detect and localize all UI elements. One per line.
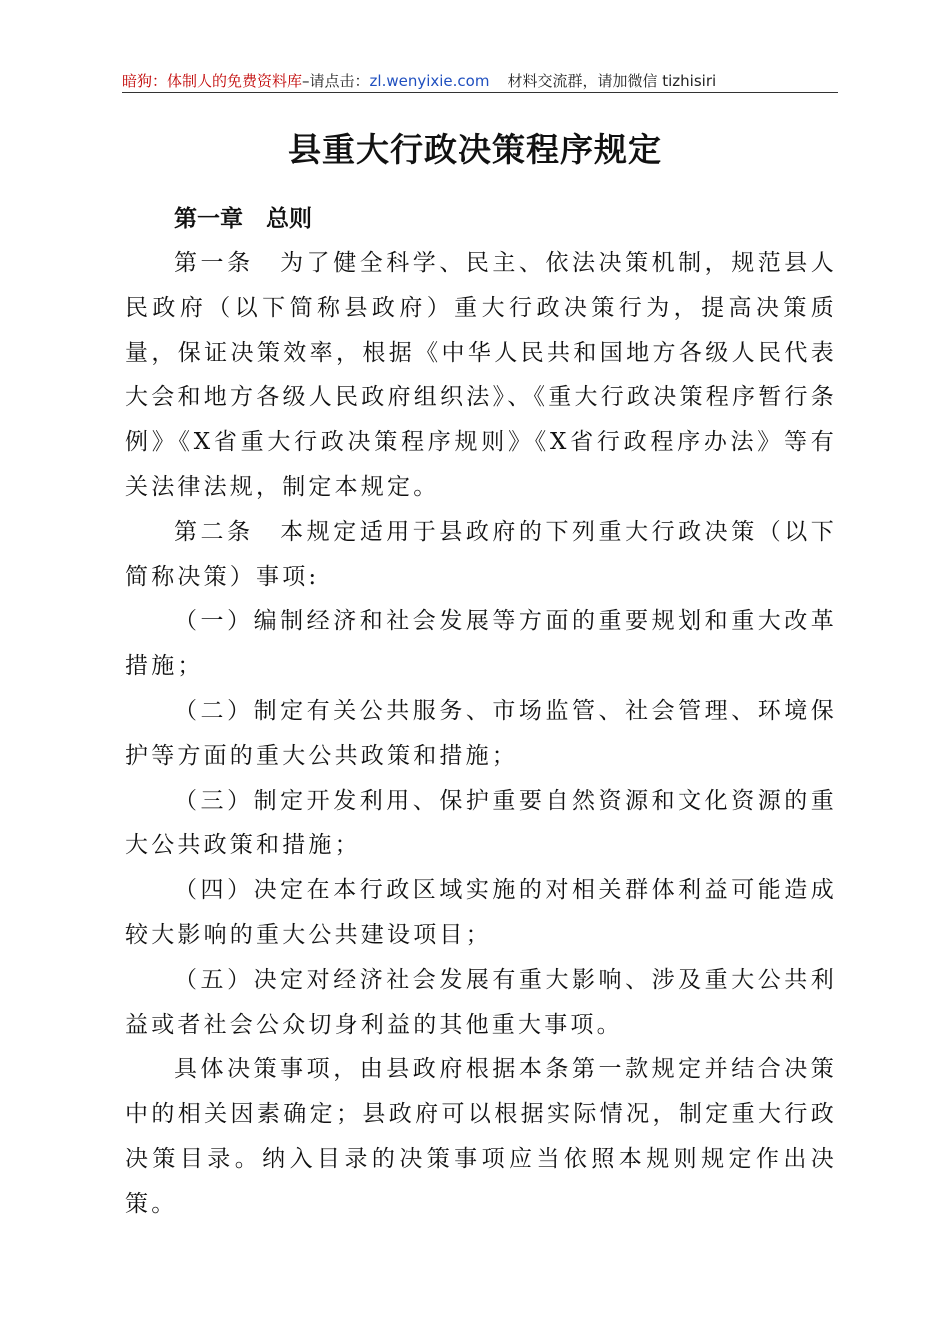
header-wechat-note: 材料交流群，请加微信 tizhisiri — [507, 72, 717, 90]
list-item-text: （二）制定有关公共服务、市场监管、社会管理、环境保护等方面的重大公共政策和措施； — [125, 697, 837, 769]
list-item-2 — [125, 689, 837, 779]
list-item-text: （三）制定开发利用、保护重要自然资源和文化资源的重大公共政策和措施； — [125, 787, 837, 859]
closing-paragraph — [125, 1047, 837, 1226]
chapter-heading: 第一章 总则 — [174, 206, 312, 232]
article-lead: 第一条 — [174, 250, 254, 276]
list-item-4 — [125, 868, 837, 958]
paragraph-text: 具体决策事项，由县政府根据本条第一款规定并结合决策中的相关因素确定；县政府可以根据实际情况，制定重大行政决策目录。纳入目录的决策事项应当依照本规则规定作出决策。 — [125, 1056, 837, 1217]
list-item-1 — [125, 599, 837, 689]
page-header — [122, 70, 838, 93]
header-link[interactable]: zl.wenyixie.com — [369, 72, 490, 90]
list-item-text: （一）编制经济和社会发展等方面的重要规划和重大改革措施； — [125, 608, 837, 680]
list-item-3 — [125, 779, 837, 869]
document-body — [125, 197, 837, 1227]
article-text: 本规定适用于县政府的下列重大行政决策（以下简称决策）事项: — [125, 518, 837, 590]
document-title: 县重大行政决策程序规定 — [288, 130, 662, 169]
list-item-text: （五）决定对经济社会发展有重大影响、涉及重大公共利益或者社会公众切身利益的其他重大事项。 — [125, 966, 837, 1038]
article-2 — [125, 510, 837, 600]
list-item-5 — [125, 958, 837, 1048]
header-site-name: 暗狗：体制人的免费资料库 — [122, 72, 303, 90]
article-lead: 第二条 — [174, 518, 254, 545]
list-item-text: （四）决定在本行政区域实施的对相关群体利益可能造成较大影响的重大公共建设项目； — [125, 877, 837, 948]
article-text: 为了健全科学、民主、依法决策机制，规范县人民政府（以下简称县政府）重大行政决策行为，提高决策质量，保证决策效率，根据《中华人民共和国地方各级人民代表大会和地方各级人民政府组织法》、《重大行政决策程序暂行条例》《X省重大行政决策程序规则》《X省行政程序办法》等有关法律法规，制定本规定。 — [125, 250, 837, 500]
article-1 — [125, 241, 837, 510]
header-click-prompt: –请点击： — [302, 72, 370, 90]
